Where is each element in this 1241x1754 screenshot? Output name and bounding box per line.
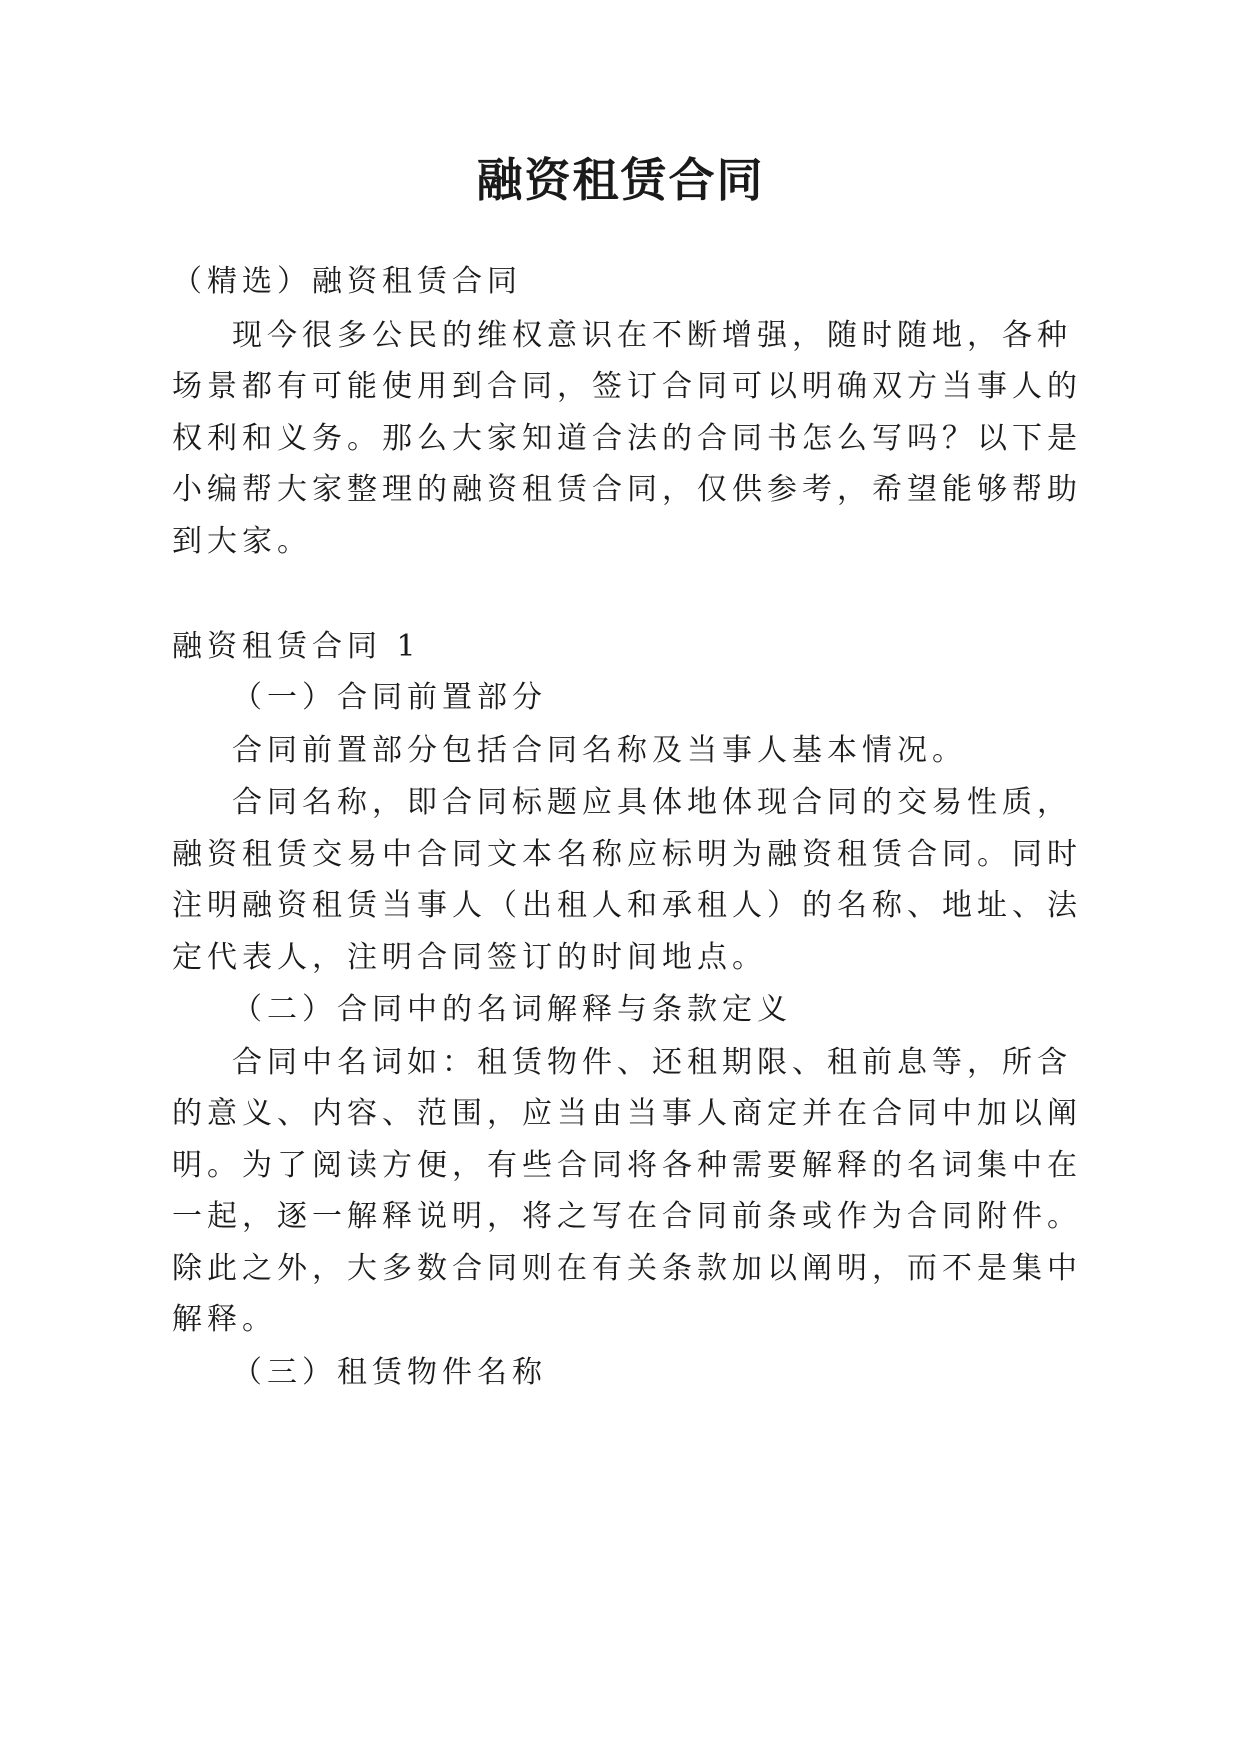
intro-line-4: 小编帮大家整理的融资租赁合同，仅供参考，希望能够帮助	[172, 472, 1082, 507]
part1-para2-line-4: 定代表人，注明合同签订的时间地点。	[172, 940, 767, 975]
document-title: 融资租赁合同	[476, 153, 765, 207]
intro-line-3: 权利和义务。那么大家知道合法的合同书怎么写吗？以下是	[172, 421, 1082, 456]
part1-heading: （一）合同前置部分	[232, 680, 547, 715]
intro-line-2: 场景都有可能使用到合同，签订合同可以明确双方当事人的	[172, 369, 1082, 404]
part1-paragraph-1: 合同前置部分包括合同名称及当事人基本情况。	[232, 733, 967, 768]
part2-line-1: 合同中名词如：租赁物件、还租期限、租前息等，所含	[232, 1045, 1072, 1080]
document-subtitle: （精选）融资租赁合同	[172, 264, 522, 299]
part1-para2-line-3: 注明融资租赁当事人（出租人和承租人）的名称、地址、法	[172, 888, 1082, 923]
part2-line-3: 明。为了阅读方便，有些合同将各种需要解释的名词集中在	[172, 1148, 1082, 1183]
part2-line-2: 的意义、内容、范围，应当由当事人商定并在合同中加以阐	[172, 1096, 1082, 1131]
intro-line-1: 现今很多公民的维权意识在不断增强，随时随地，各种	[232, 318, 1072, 353]
part2-line-6: 解释。	[172, 1302, 277, 1337]
part2-heading: （二）合同中的名词解释与条款定义	[232, 992, 792, 1027]
part3-heading: （三）租赁物件名称	[232, 1355, 547, 1390]
part1-para2-line-1: 合同名称，即合同标题应具体地体现合同的交易性质，	[232, 785, 1072, 820]
part2-line-5: 除此之外，大多数合同则在有关条款加以阐明，而不是集中	[172, 1251, 1082, 1286]
part1-para2-line-2: 融资租赁交易中合同文本名称应标明为融资租赁合同。同时	[172, 837, 1082, 872]
section-heading: 融资租赁合同 1	[172, 629, 421, 664]
intro-line-5: 到大家。	[172, 524, 312, 559]
part2-line-4: 一起，逐一解释说明，将之写在合同前条或作为合同附件。	[172, 1199, 1082, 1234]
